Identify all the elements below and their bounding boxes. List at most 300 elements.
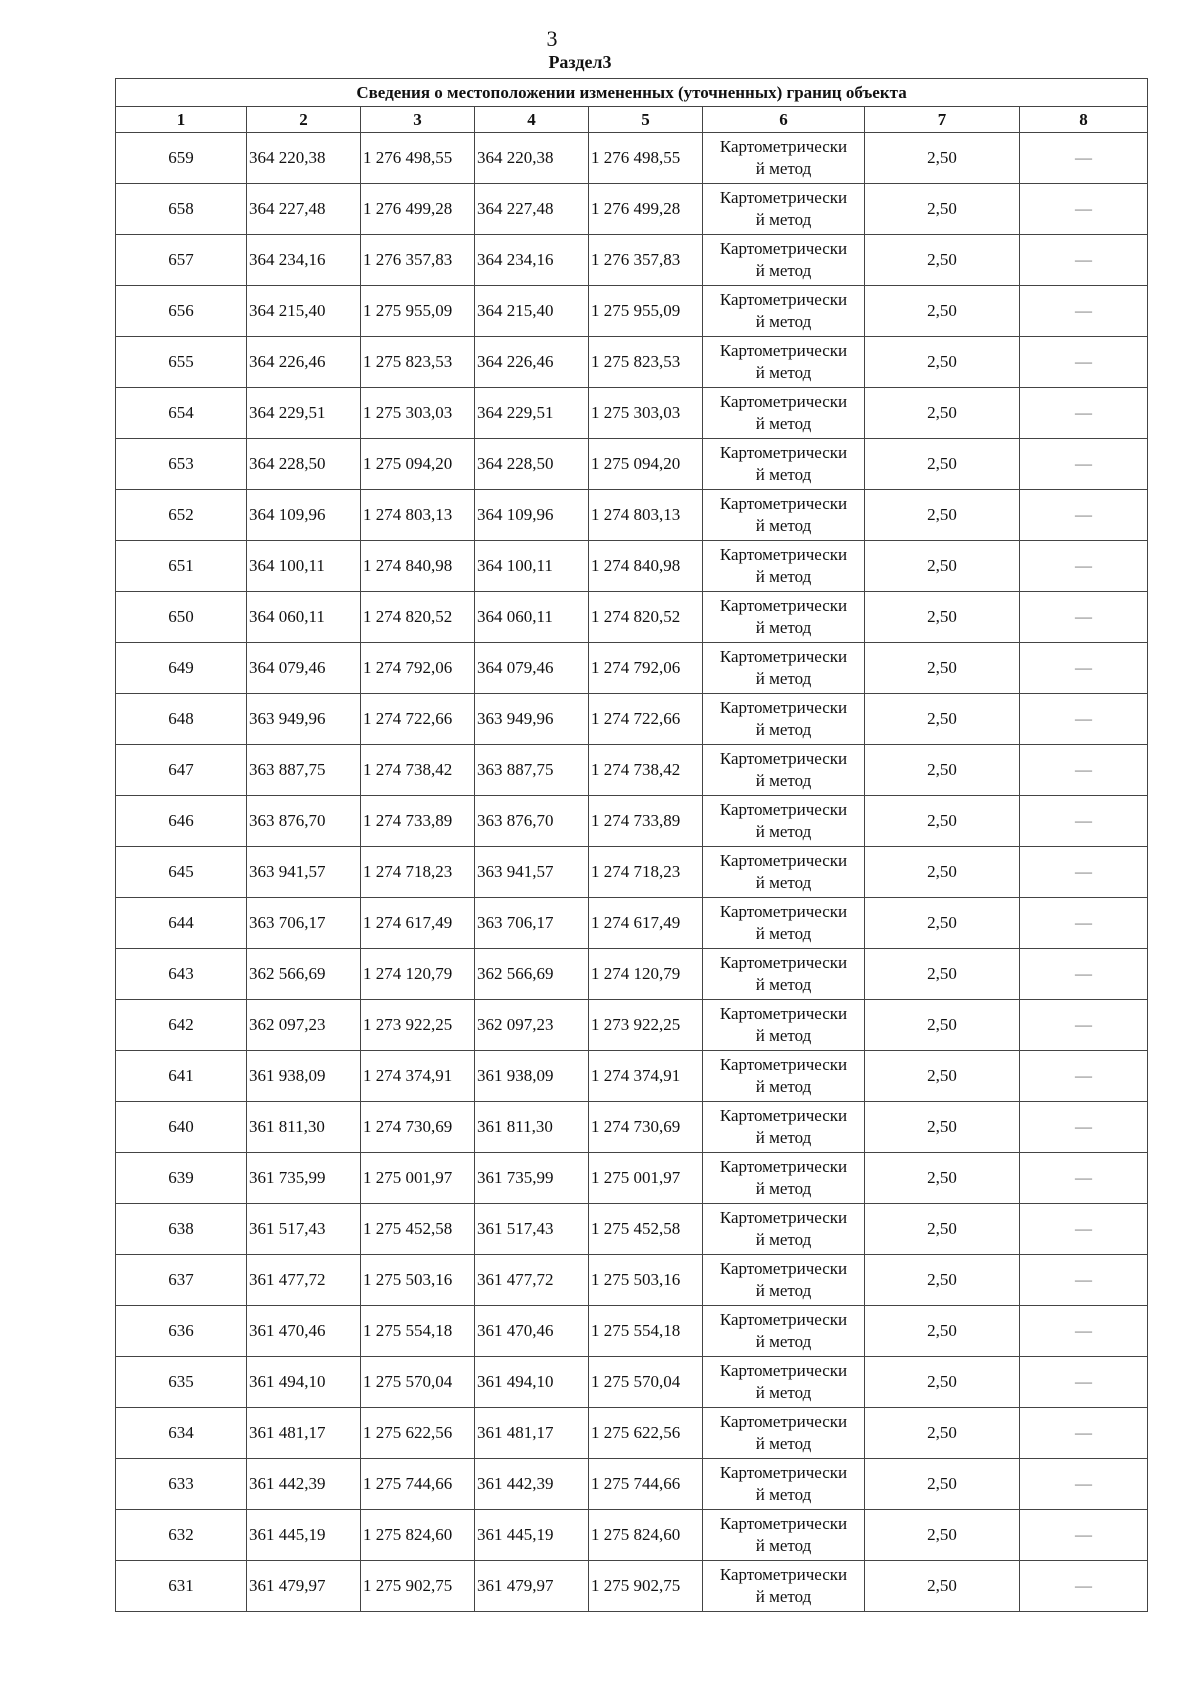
method-cell [703, 796, 865, 847]
method-line-2: й метод [755, 210, 812, 229]
method-cell [703, 1255, 865, 1306]
method-line-2: й метод [755, 771, 812, 790]
accuracy-cell: 2,50 [865, 286, 1020, 337]
method-line-1: Картометрически [719, 698, 848, 717]
point-number-cell: 645 [116, 847, 247, 898]
new-y-cell: 1 275 902,75 [589, 1561, 703, 1612]
table-row [116, 796, 1148, 847]
table-row [116, 1510, 1148, 1561]
column-number: 5 [589, 107, 703, 133]
note-cell: — [1020, 490, 1148, 541]
table-row [116, 184, 1148, 235]
method-line-1: Картометрически [719, 1055, 848, 1074]
note-cell: — [1020, 1051, 1148, 1102]
note-cell: — [1020, 949, 1148, 1000]
note-cell: — [1020, 1357, 1148, 1408]
method-line-1: Картометрически [719, 239, 848, 258]
new-x-cell: 364 060,11 [475, 592, 589, 643]
accuracy-cell: 2,50 [865, 235, 1020, 286]
existing-y-cell: 1 275 955,09 [361, 286, 475, 337]
existing-x-cell: 363 949,96 [247, 694, 361, 745]
method-cell [703, 490, 865, 541]
existing-y-cell: 1 274 374,91 [361, 1051, 475, 1102]
new-y-cell: 1 275 503,16 [589, 1255, 703, 1306]
new-y-cell: 1 275 823,53 [589, 337, 703, 388]
method-line-2: й метод [755, 975, 812, 994]
table-body [116, 133, 1148, 1612]
new-y-cell: 1 275 554,18 [589, 1306, 703, 1357]
existing-y-cell: 1 275 452,58 [361, 1204, 475, 1255]
table-row [116, 694, 1148, 745]
accuracy-cell: 2,50 [865, 694, 1020, 745]
accuracy-cell: 2,50 [865, 133, 1020, 184]
note-cell: — [1020, 337, 1148, 388]
method-cell [703, 235, 865, 286]
point-number-cell: 652 [116, 490, 247, 541]
method-cell [703, 898, 865, 949]
new-x-cell: 364 226,46 [475, 337, 589, 388]
method-line-1: Картометрически [719, 596, 848, 615]
existing-x-cell: 361 735,99 [247, 1153, 361, 1204]
new-x-cell: 361 477,72 [475, 1255, 589, 1306]
point-number-cell: 651 [116, 541, 247, 592]
existing-y-cell: 1 275 622,56 [361, 1408, 475, 1459]
existing-y-cell: 1 274 718,23 [361, 847, 475, 898]
accuracy-cell: 2,50 [865, 898, 1020, 949]
point-number-cell: 648 [116, 694, 247, 745]
accuracy-cell: 2,50 [865, 592, 1020, 643]
method-cell [703, 184, 865, 235]
existing-y-cell: 1 275 303,03 [361, 388, 475, 439]
accuracy-cell: 2,50 [865, 1561, 1020, 1612]
note-cell: — [1020, 1510, 1148, 1561]
existing-x-cell: 364 226,46 [247, 337, 361, 388]
new-y-cell: 1 274 617,49 [589, 898, 703, 949]
note-cell: — [1020, 796, 1148, 847]
method-line-2: й метод [755, 1026, 812, 1045]
method-line-1: Картометрически [719, 392, 848, 411]
new-y-cell: 1 275 303,03 [589, 388, 703, 439]
existing-y-cell: 1 275 744,66 [361, 1459, 475, 1510]
point-number-cell: 659 [116, 133, 247, 184]
accuracy-cell: 2,50 [865, 1306, 1020, 1357]
existing-x-cell: 364 227,48 [247, 184, 361, 235]
existing-x-cell: 364 109,96 [247, 490, 361, 541]
existing-y-cell: 1 275 094,20 [361, 439, 475, 490]
method-cell [703, 1204, 865, 1255]
point-number-cell: 654 [116, 388, 247, 439]
table-row [116, 133, 1148, 184]
existing-y-cell: 1 275 902,75 [361, 1561, 475, 1612]
column-number: 3 [361, 107, 475, 133]
new-x-cell: 361 481,17 [475, 1408, 589, 1459]
method-line-2: й метод [755, 1332, 812, 1351]
new-y-cell: 1 275 744,66 [589, 1459, 703, 1510]
table-row [116, 847, 1148, 898]
accuracy-cell: 2,50 [865, 388, 1020, 439]
new-y-cell: 1 276 498,55 [589, 133, 703, 184]
method-line-2: й метод [755, 822, 812, 841]
existing-y-cell: 1 275 570,04 [361, 1357, 475, 1408]
new-y-cell: 1 275 622,56 [589, 1408, 703, 1459]
point-number-cell: 638 [116, 1204, 247, 1255]
note-cell: — [1020, 235, 1148, 286]
new-y-cell: 1 274 374,91 [589, 1051, 703, 1102]
accuracy-cell: 2,50 [865, 337, 1020, 388]
new-y-cell: 1 275 452,58 [589, 1204, 703, 1255]
point-number-cell: 634 [116, 1408, 247, 1459]
point-number-cell: 631 [116, 1561, 247, 1612]
section-title: Раздел3 [548, 52, 612, 72]
existing-x-cell: 361 938,09 [247, 1051, 361, 1102]
table-row [116, 1000, 1148, 1051]
method-line-1: Картометрически [719, 137, 848, 156]
table-row [116, 439, 1148, 490]
method-cell [703, 439, 865, 490]
new-x-cell: 364 234,16 [475, 235, 589, 286]
method-cell [703, 1408, 865, 1459]
method-cell [703, 847, 865, 898]
existing-x-cell: 364 060,11 [247, 592, 361, 643]
column-number: 7 [865, 107, 1020, 133]
new-y-cell: 1 274 733,89 [589, 796, 703, 847]
new-x-cell: 361 517,43 [475, 1204, 589, 1255]
column-number: 1 [116, 107, 247, 133]
table-row [116, 745, 1148, 796]
method-line-1: Картометрически [719, 341, 848, 360]
method-cell [703, 541, 865, 592]
existing-x-cell: 361 477,72 [247, 1255, 361, 1306]
existing-y-cell: 1 274 617,49 [361, 898, 475, 949]
method-line-2: й метод [755, 159, 812, 178]
method-line-2: й метод [755, 312, 812, 331]
table-row [116, 643, 1148, 694]
new-x-cell: 363 876,70 [475, 796, 589, 847]
method-cell [703, 949, 865, 1000]
note-cell: — [1020, 1255, 1148, 1306]
new-x-cell: 361 470,46 [475, 1306, 589, 1357]
point-number-cell: 646 [116, 796, 247, 847]
point-number-cell: 657 [116, 235, 247, 286]
table-row [116, 1255, 1148, 1306]
page-number: 3 [546, 26, 558, 51]
new-y-cell: 1 276 357,83 [589, 235, 703, 286]
accuracy-cell: 2,50 [865, 847, 1020, 898]
table-row [116, 1102, 1148, 1153]
accuracy-cell: 2,50 [865, 1102, 1020, 1153]
column-number: 4 [475, 107, 589, 133]
method-cell [703, 694, 865, 745]
new-x-cell: 361 494,10 [475, 1357, 589, 1408]
method-line-1: Картометрически [719, 494, 848, 513]
table-row [116, 1306, 1148, 1357]
new-x-cell: 364 100,11 [475, 541, 589, 592]
table-row [116, 235, 1148, 286]
method-line-1: Картометрически [719, 851, 848, 870]
existing-y-cell: 1 275 001,97 [361, 1153, 475, 1204]
existing-x-cell: 361 470,46 [247, 1306, 361, 1357]
point-number-cell: 653 [116, 439, 247, 490]
note-cell: — [1020, 1408, 1148, 1459]
existing-y-cell: 1 274 738,42 [361, 745, 475, 796]
method-line-2: й метод [755, 1587, 812, 1606]
method-line-2: й метод [755, 516, 812, 535]
method-line-2: й метод [755, 720, 812, 739]
method-cell [703, 592, 865, 643]
method-line-2: й метод [755, 1536, 812, 1555]
new-x-cell: 361 479,97 [475, 1561, 589, 1612]
existing-y-cell: 1 274 733,89 [361, 796, 475, 847]
method-line-1: Картометрически [719, 1208, 848, 1227]
existing-y-cell: 1 274 792,06 [361, 643, 475, 694]
note-cell: — [1020, 898, 1148, 949]
method-line-2: й метод [755, 1434, 812, 1453]
method-line-2: й метод [755, 261, 812, 280]
method-line-1: Картометрически [719, 1361, 848, 1380]
existing-y-cell: 1 274 820,52 [361, 592, 475, 643]
table-row [116, 1357, 1148, 1408]
method-line-1: Картометрически [719, 443, 848, 462]
existing-y-cell: 1 274 803,13 [361, 490, 475, 541]
new-x-cell: 363 949,96 [475, 694, 589, 745]
new-x-cell: 362 566,69 [475, 949, 589, 1000]
accuracy-cell: 2,50 [865, 1051, 1020, 1102]
method-cell [703, 388, 865, 439]
table-caption: Сведения о местоположении измененных (уточненных) границ объекта [116, 79, 1148, 107]
note-cell: — [1020, 592, 1148, 643]
new-y-cell: 1 274 820,52 [589, 592, 703, 643]
method-cell [703, 1357, 865, 1408]
existing-x-cell: 362 566,69 [247, 949, 361, 1000]
new-y-cell: 1 274 722,66 [589, 694, 703, 745]
note-cell: — [1020, 1102, 1148, 1153]
accuracy-cell: 2,50 [865, 643, 1020, 694]
note-cell: — [1020, 745, 1148, 796]
accuracy-cell: 2,50 [865, 1357, 1020, 1408]
point-number-cell: 639 [116, 1153, 247, 1204]
method-line-2: й метод [755, 1128, 812, 1147]
existing-x-cell: 364 100,11 [247, 541, 361, 592]
new-y-cell: 1 274 803,13 [589, 490, 703, 541]
existing-y-cell: 1 274 730,69 [361, 1102, 475, 1153]
note-cell: — [1020, 286, 1148, 337]
point-number-cell: 640 [116, 1102, 247, 1153]
accuracy-cell: 2,50 [865, 184, 1020, 235]
accuracy-cell: 2,50 [865, 439, 1020, 490]
table-row [116, 592, 1148, 643]
column-number-row [116, 107, 1148, 133]
note-cell: — [1020, 184, 1148, 235]
method-line-1: Картометрически [719, 1004, 848, 1023]
point-number-cell: 650 [116, 592, 247, 643]
existing-y-cell: 1 274 840,98 [361, 541, 475, 592]
point-number-cell: 658 [116, 184, 247, 235]
new-x-cell: 362 097,23 [475, 1000, 589, 1051]
method-line-2: й метод [755, 618, 812, 637]
accuracy-cell: 2,50 [865, 1204, 1020, 1255]
existing-x-cell: 363 941,57 [247, 847, 361, 898]
note-cell: — [1020, 1459, 1148, 1510]
new-y-cell: 1 276 499,28 [589, 184, 703, 235]
point-number-cell: 649 [116, 643, 247, 694]
existing-y-cell: 1 275 503,16 [361, 1255, 475, 1306]
existing-y-cell: 1 274 120,79 [361, 949, 475, 1000]
point-number-cell: 644 [116, 898, 247, 949]
table-row [116, 1051, 1148, 1102]
new-y-cell: 1 275 570,04 [589, 1357, 703, 1408]
column-number: 2 [247, 107, 361, 133]
new-x-cell: 364 079,46 [475, 643, 589, 694]
method-cell [703, 1561, 865, 1612]
column-number: 6 [703, 107, 865, 133]
new-y-cell: 1 274 120,79 [589, 949, 703, 1000]
point-number-cell: 656 [116, 286, 247, 337]
new-y-cell: 1 273 922,25 [589, 1000, 703, 1051]
new-x-cell: 361 442,39 [475, 1459, 589, 1510]
table-row [116, 490, 1148, 541]
point-number-cell: 633 [116, 1459, 247, 1510]
existing-x-cell: 363 706,17 [247, 898, 361, 949]
method-line-2: й метод [755, 1077, 812, 1096]
method-cell [703, 643, 865, 694]
new-x-cell: 364 109,96 [475, 490, 589, 541]
method-line-1: Картометрически [719, 545, 848, 564]
column-number: 8 [1020, 107, 1148, 133]
existing-y-cell: 1 274 722,66 [361, 694, 475, 745]
method-line-2: й метод [755, 1485, 812, 1504]
new-y-cell: 1 274 738,42 [589, 745, 703, 796]
point-number-cell: 642 [116, 1000, 247, 1051]
existing-x-cell: 361 442,39 [247, 1459, 361, 1510]
existing-y-cell: 1 275 823,53 [361, 337, 475, 388]
accuracy-cell: 2,50 [865, 1459, 1020, 1510]
existing-x-cell: 364 220,38 [247, 133, 361, 184]
method-cell [703, 1153, 865, 1204]
note-cell: — [1020, 1306, 1148, 1357]
method-cell [703, 133, 865, 184]
method-cell [703, 1459, 865, 1510]
method-line-2: й метод [755, 1179, 812, 1198]
note-cell: — [1020, 541, 1148, 592]
note-cell: — [1020, 643, 1148, 694]
table-row [116, 898, 1148, 949]
new-y-cell: 1 275 824,60 [589, 1510, 703, 1561]
note-cell: — [1020, 847, 1148, 898]
existing-y-cell: 1 273 922,25 [361, 1000, 475, 1051]
method-line-2: й метод [755, 873, 812, 892]
method-line-1: Картометрически [719, 1157, 848, 1176]
method-line-1: Картометрически [719, 1259, 848, 1278]
existing-y-cell: 1 276 498,55 [361, 133, 475, 184]
table-row [116, 1204, 1148, 1255]
accuracy-cell: 2,50 [865, 1255, 1020, 1306]
note-cell: — [1020, 439, 1148, 490]
method-line-2: й метод [755, 1383, 812, 1402]
new-y-cell: 1 274 792,06 [589, 643, 703, 694]
new-y-cell: 1 275 001,97 [589, 1153, 703, 1204]
existing-x-cell: 361 445,19 [247, 1510, 361, 1561]
method-line-1: Картометрически [719, 1310, 848, 1329]
table-row [116, 1153, 1148, 1204]
note-cell: — [1020, 1561, 1148, 1612]
method-cell [703, 1102, 865, 1153]
method-line-2: й метод [755, 1281, 812, 1300]
new-y-cell: 1 274 718,23 [589, 847, 703, 898]
method-line-1: Картометрически [719, 1106, 848, 1125]
new-y-cell: 1 275 094,20 [589, 439, 703, 490]
note-cell: — [1020, 388, 1148, 439]
existing-x-cell: 361 494,10 [247, 1357, 361, 1408]
existing-x-cell: 361 479,97 [247, 1561, 361, 1612]
method-line-2: й метод [755, 1230, 812, 1249]
method-cell [703, 1051, 865, 1102]
new-x-cell: 361 445,19 [475, 1510, 589, 1561]
table-row [116, 388, 1148, 439]
method-cell [703, 1306, 865, 1357]
method-line-2: й метод [755, 669, 812, 688]
existing-x-cell: 364 234,16 [247, 235, 361, 286]
table-row [116, 949, 1148, 1000]
existing-x-cell: 364 215,40 [247, 286, 361, 337]
new-x-cell: 364 227,48 [475, 184, 589, 235]
new-x-cell: 364 215,40 [475, 286, 589, 337]
table-row [116, 1408, 1148, 1459]
accuracy-cell: 2,50 [865, 541, 1020, 592]
new-x-cell: 364 228,50 [475, 439, 589, 490]
accuracy-cell: 2,50 [865, 490, 1020, 541]
method-line-1: Картометрически [719, 290, 848, 309]
method-cell [703, 286, 865, 337]
new-x-cell: 361 735,99 [475, 1153, 589, 1204]
accuracy-cell: 2,50 [865, 1408, 1020, 1459]
point-number-cell: 636 [116, 1306, 247, 1357]
method-line-2: й метод [755, 924, 812, 943]
existing-x-cell: 364 079,46 [247, 643, 361, 694]
method-line-2: й метод [755, 567, 812, 586]
method-line-1: Картометрически [719, 749, 848, 768]
existing-x-cell: 361 517,43 [247, 1204, 361, 1255]
method-line-1: Картометрически [719, 1412, 848, 1431]
method-line-1: Картометрически [719, 800, 848, 819]
existing-x-cell: 362 097,23 [247, 1000, 361, 1051]
new-y-cell: 1 274 840,98 [589, 541, 703, 592]
point-number-cell: 635 [116, 1357, 247, 1408]
point-number-cell: 655 [116, 337, 247, 388]
method-line-1: Картометрически [719, 953, 848, 972]
note-cell: — [1020, 694, 1148, 745]
method-line-1: Картометрически [719, 902, 848, 921]
table-row [116, 1459, 1148, 1510]
accuracy-cell: 2,50 [865, 745, 1020, 796]
point-number-cell: 637 [116, 1255, 247, 1306]
existing-y-cell: 1 276 357,83 [361, 235, 475, 286]
table-row [116, 337, 1148, 388]
method-cell [703, 1000, 865, 1051]
new-y-cell: 1 274 730,69 [589, 1102, 703, 1153]
table-row [116, 1561, 1148, 1612]
accuracy-cell: 2,50 [865, 949, 1020, 1000]
new-x-cell: 363 706,17 [475, 898, 589, 949]
existing-x-cell: 361 811,30 [247, 1102, 361, 1153]
method-cell [703, 337, 865, 388]
method-line-2: й метод [755, 414, 812, 433]
accuracy-cell: 2,50 [865, 1000, 1020, 1051]
note-cell: — [1020, 1204, 1148, 1255]
method-line-1: Картометрически [719, 1514, 848, 1533]
new-x-cell: 363 941,57 [475, 847, 589, 898]
new-x-cell: 364 220,38 [475, 133, 589, 184]
accuracy-cell: 2,50 [865, 796, 1020, 847]
